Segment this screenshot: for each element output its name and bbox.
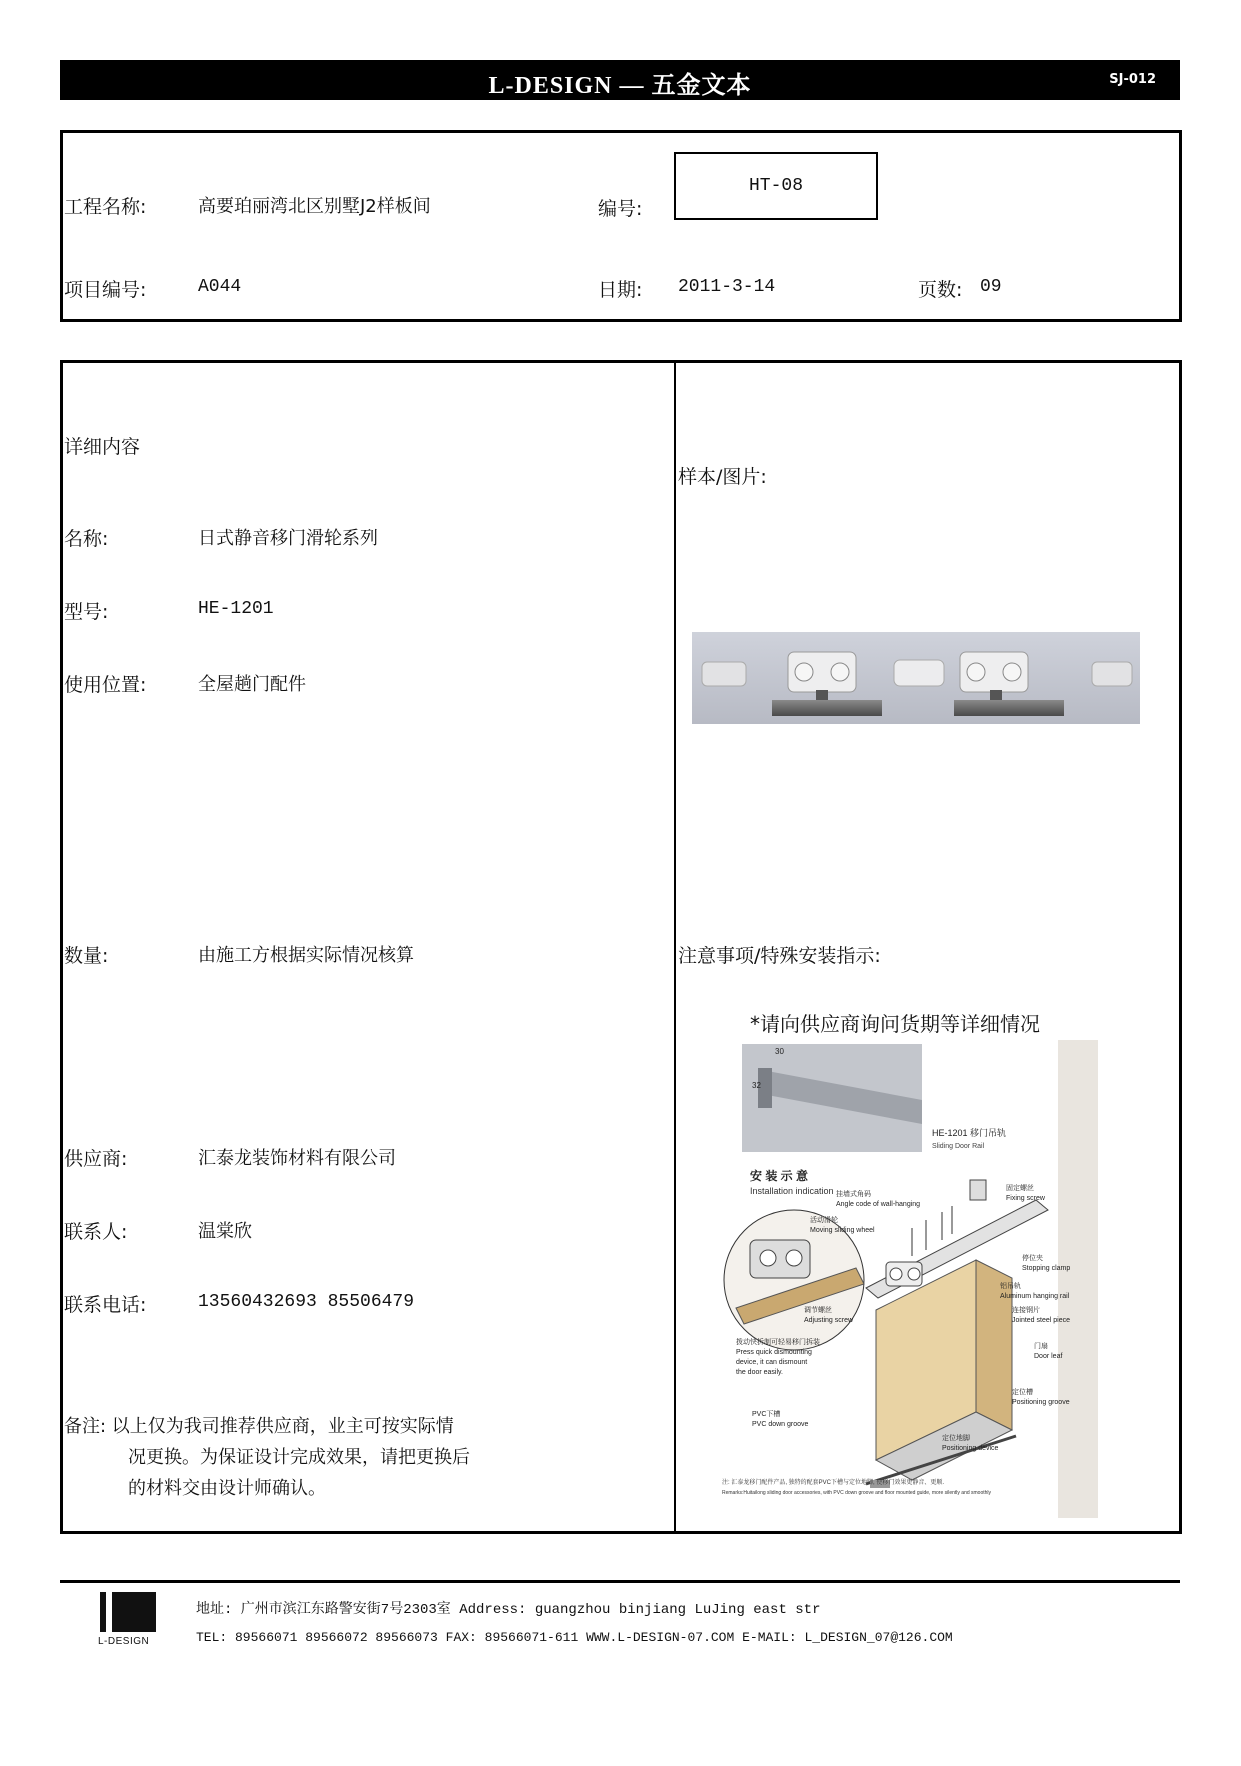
- project-id-label: 项目编号:: [64, 279, 147, 301]
- date-value: 2011-3-14: [678, 277, 776, 297]
- install-en: Installation indication: [750, 1186, 834, 1196]
- page-value: 09: [980, 277, 1002, 297]
- dim-32: 32: [752, 1081, 761, 1090]
- details-heading: 详细内容: [64, 436, 141, 458]
- joint-cn: 连接钢片: [1012, 1307, 1040, 1314]
- field-value-contact: 温棠欣: [198, 1221, 252, 1242]
- field-label-supplier: 供应商:: [64, 1148, 128, 1170]
- date-label: 日期:: [598, 279, 643, 301]
- quick-en-3: the door easily.: [736, 1369, 783, 1376]
- field-label-contact: 联系人:: [64, 1221, 128, 1243]
- fix-en: Fixing screw: [1006, 1195, 1045, 1202]
- number-value: HT-08: [748, 176, 803, 196]
- field-label-phone: 联系电话:: [64, 1294, 147, 1316]
- document-code: SJ-012: [1109, 72, 1156, 87]
- pos-cn: 定位地脚: [942, 1435, 970, 1442]
- sample-label: 样本/图片:: [678, 466, 767, 488]
- stop-cn: 停位夹: [1022, 1255, 1043, 1262]
- stop-en: Stopping clamp: [1022, 1265, 1071, 1272]
- leaf-en: Door leaf: [1034, 1353, 1063, 1360]
- field-value-quantity: 由施工方根据实际情况核算: [198, 945, 414, 966]
- alu-en: Aluminum hanging rail: [1000, 1293, 1070, 1300]
- header-bar: [60, 60, 1180, 100]
- field-label-name: 名称:: [64, 528, 109, 550]
- install-cn: 安 装 示 意: [750, 1169, 809, 1183]
- leaf-cn: 门扇: [1034, 1343, 1048, 1350]
- number-label: 编号:: [598, 198, 643, 220]
- groove-cn: 定位槽: [1012, 1389, 1033, 1396]
- alu-cn: 铝吊轨: [1000, 1283, 1021, 1290]
- dim-30: 30: [775, 1047, 784, 1056]
- field-value-supplier: 汇泰龙装饰材料有限公司: [198, 1148, 396, 1169]
- project-name-label: 工程名称:: [64, 196, 147, 218]
- page-label: 页数:: [918, 279, 963, 301]
- installation-diagram: [716, 1040, 1098, 1518]
- groove-en: Positioning groove: [1012, 1399, 1070, 1406]
- quick-en-2: device, it can dismount: [736, 1359, 808, 1366]
- roller-photo: [692, 632, 1140, 724]
- l-design-logo: [100, 1592, 156, 1650]
- project-id-value: A044: [198, 277, 242, 297]
- column-divider: [674, 360, 676, 1534]
- logo-text: L-DESIGN: [98, 1636, 150, 1647]
- number-box: [674, 152, 878, 220]
- notes-label: 注意事项/特殊安装指示:: [678, 945, 881, 967]
- field-label-model: 型号:: [64, 601, 109, 623]
- document-title: L-DESIGN — 五金文本: [488, 73, 752, 99]
- footer-divider: [60, 1580, 1180, 1583]
- supplier-notice: *请向供应商询问货期等详细情况: [750, 1012, 1040, 1036]
- quick-cn: 拨动快拆制可轻易移门拆装: [736, 1339, 820, 1346]
- angle-cn: 挂墙式角码: [836, 1191, 871, 1198]
- rail-en: Sliding Door Rail: [932, 1143, 985, 1150]
- rail-cn: HE-1201 移门吊轨: [932, 1128, 1007, 1138]
- fix-cn: 固定螺丝: [1006, 1185, 1034, 1192]
- wheel-cn: 活动滑轮: [810, 1217, 838, 1224]
- field-label-quantity: 数量:: [64, 945, 109, 967]
- field-value-name: 日式静音移门滑轮系列: [198, 528, 378, 549]
- adj-cn: 调节螺丝: [804, 1307, 832, 1314]
- footer-contact: TEL: 89566071 89566072 89566073 FAX: 89566071-611 WWW.L-DESIGN-07.COM E-MAIL: L_DESIGN_07@126.COM: [196, 1630, 953, 1645]
- wheel-en: Moving sliding wheel: [810, 1227, 875, 1234]
- diagram-note-cn: 注: 汇泰龙移门配件产品, 独特的配套PVC下槽与定位地脚, 使移门效果更静音、更顺.: [722, 1480, 945, 1486]
- quick-en-1: Press quick dismounting: [736, 1349, 812, 1356]
- project-name-value: 高要珀丽湾北区别墅J2样板间: [198, 196, 431, 217]
- remark-line-2: 况更换。为保证设计完成效果，请把更换后: [128, 1447, 470, 1468]
- remark-line-1: 备注: 以上仅为我司推荐供应商，业主可按实际情: [64, 1416, 454, 1437]
- footer-address: 地址: 广州市滨江东路警安街7号2303室 Address: guangzhou binjiang LuJing east str: [196, 1602, 821, 1618]
- diagram-note-en: Remarks:Huitailong sliding door accessories, with PVC down groove and floor mounted guide, more silently and smoothly: [722, 1490, 992, 1496]
- field-value-phone: 13560432693 85506479: [198, 1292, 415, 1312]
- joint-en: Jointed steel piece: [1012, 1317, 1070, 1324]
- adj-en: Adjusting screw: [804, 1317, 854, 1324]
- angle-en: Angle code of wall-hanging: [836, 1201, 921, 1208]
- pos-en: Positioning device: [942, 1445, 999, 1452]
- field-value-location: 全屋趟门配件: [198, 674, 306, 695]
- field-value-model: HE-1201: [198, 599, 274, 619]
- pvc-cn: PVC下槽: [752, 1411, 781, 1418]
- pvc-en: PVC down groove: [752, 1421, 809, 1428]
- field-label-location: 使用位置:: [64, 674, 147, 696]
- remark-line-3: 的材料交由设计师确认。: [128, 1478, 326, 1499]
